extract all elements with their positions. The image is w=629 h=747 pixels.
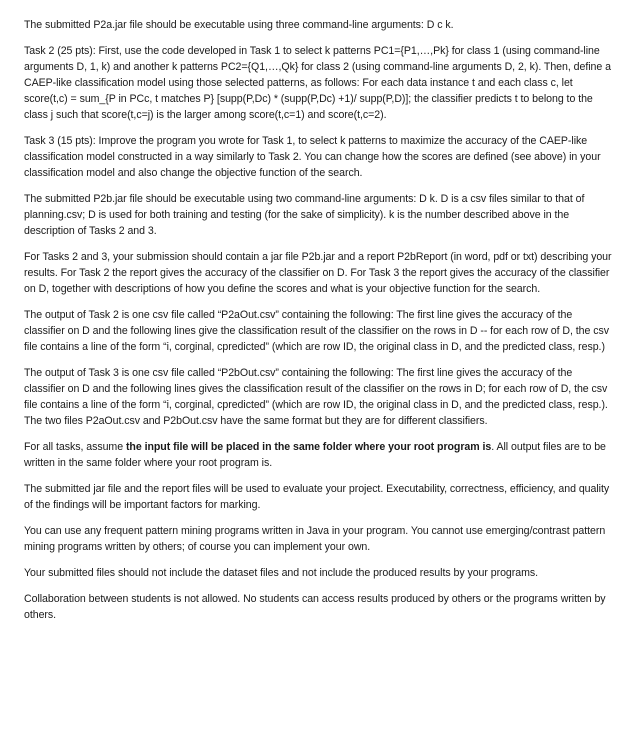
input-location-text-after: . All output files are to be written in the same folder where your root program is. [24,441,606,469]
input-location-text-before: For all tasks, assume [24,441,126,453]
paragraph-input-file-location [24,439,615,471]
paragraph-evaluation: The submitted jar file and the report files will be used to evaluate your project. Executability, correctness, efficiency, and quality of the findings will be important factors for marking. [24,483,610,511]
paragraph-submission: For Tasks 2 and 3, your submission should contain a jar file P2b.jar and a report P2bReport (in word, pdf or txt) describing your results. For Task 2 the report gives the accuracy of the classifier on D. For Task 3 the report gives the accuracy of the classifier on D, together with descriptions of how you define the scores and what is your objective function for the search. [24,251,612,295]
paragraph-output-task-2: The output of Task 2 is one csv file called “P2aOut.csv” containing the following: The first line gives the accuracy of the classifier on D and the following lines give the classification result of the classifier on the rows in D -- for each row of D, the csv file contains a line of the form “i, corginal, cpredicted” (which are row ID, the original class in D, and the predicted class, resp.) [24,309,609,353]
paragraph-task-2: Task 2 (25 pts): First, use the code developed in Task 1 to select k patterns PC1={P1,…,Pk} for class 1 (using command-line arguments D, 1, k) and another k patterns PC2={Q1,…,Qk} for class 2 (using command-line arguments D, 2, k). Then, define a CAEP-like classification model using those selected patterns, as follows: For each data instance t and each class c, let score(t,c) = sum_{P in PCc, t matches P} [supp(P,Dc) * (supp(P,Dc) +1)/ supp(P,D)]; the classifier predicts t to belong to the class j such that score(t,c=j) is the larger among score(t,c=1) and score(t,c=2). [24,45,611,121]
input-location-bold-text: the input file will be placed in the same folder where your root program is [125,441,492,453]
paragraph-collaboration: Collaboration between students is not allowed. No students can access results produced by others or the programs written by others. [24,593,606,621]
paragraph-task-3: Task 3 (15 pts): Improve the program you wrote for Task 1, to select k patterns to maximize the accuracy of the CAEP-like classification model constructed in a way similarly to Task 2. You can change how the scores are defined (see above) in your classification model and also change the objective function of the search. [24,135,601,179]
paragraph-excluded-files: Your submitted files should not include the dataset files and not include the produced results by your programs. [24,567,539,579]
paragraph-output-task-3: The output of Task 3 is one csv file called “P2bOut.csv” containing the following: The first line gives the accuracy of the classifier on D and the following lines gives the classification result of the classifier on the rows in D; for each row of D, the csv file contains a line of the form “i, corginal, cpredicted” (which are row ID, the original class in D, and the predicted class, resp.). The two files P2aOut.csv and P2bOut.csv have the same format but they are for different classifiers. [24,367,608,427]
paragraph-pattern-mining-programs: You can use any frequent pattern mining programs written in Java in your program. You cannot use emerging/contrast pattern mining programs written by others; of course you can implement your own. [24,525,606,553]
paragraph-p2a-jar-intro: The submitted P2a.jar file should be executable using three command-line arguments: D c k. [24,19,454,31]
paragraph-p2b-jar: The submitted P2b.jar file should be executable using two command-line arguments: D k. D is a csv files similar to that of planning.csv; D is used for both training and testing (for the sake of simplicity). k is the number described above in the description of Tasks 2 and 3. [24,193,585,237]
